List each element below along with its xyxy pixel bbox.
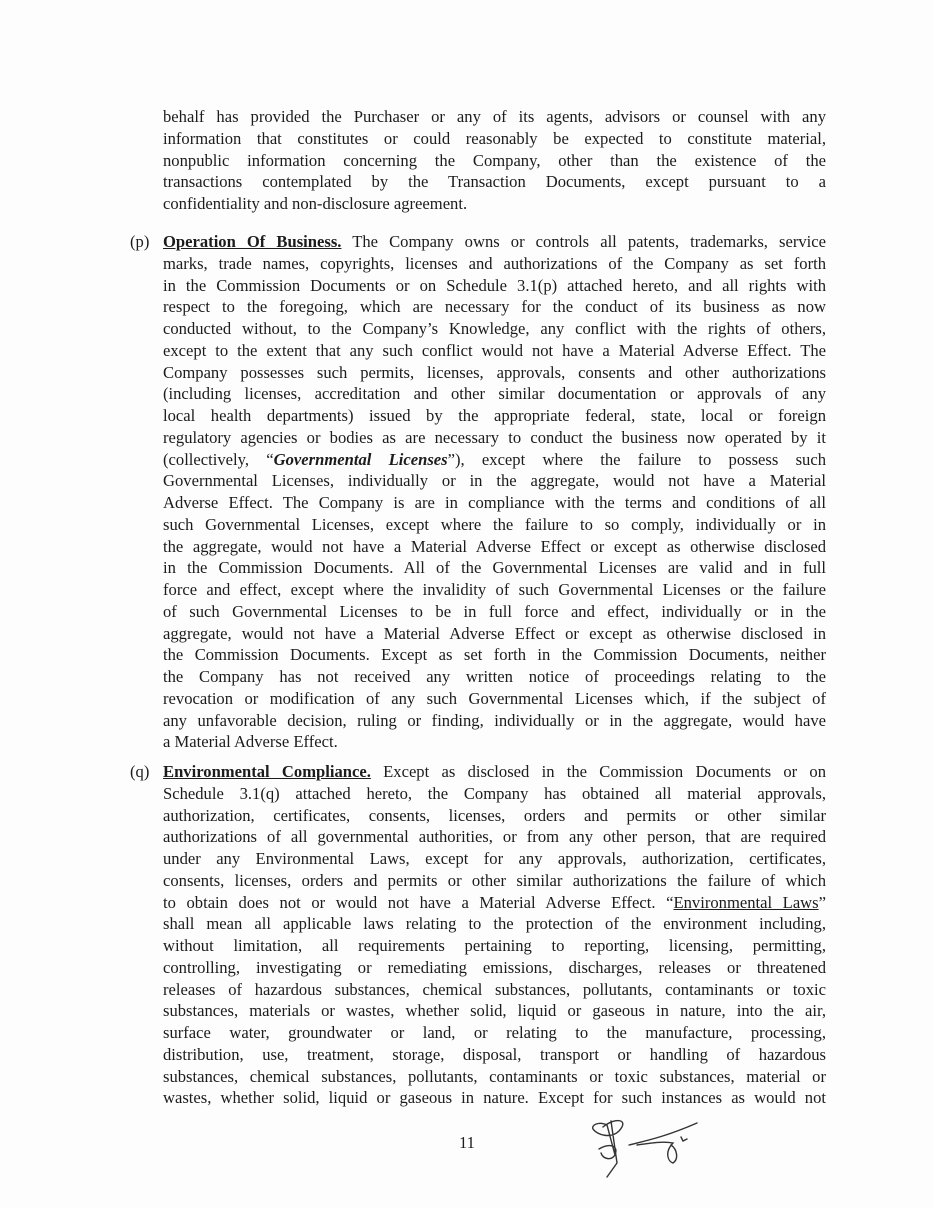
defined-term-environmental-laws: Environmental Laws <box>673 892 819 912</box>
defined-term-line <box>163 892 826 914</box>
text-line: without limitation, all requirements pertaining to reporting, licensing, permitting, <box>163 936 826 955</box>
section-p-paragraph <box>163 231 826 753</box>
text-run: ”), except where the failure to possess such <box>447 449 826 469</box>
text-line: such Governmental Licenses, except where the failure to so comply, individually or in <box>163 514 826 534</box>
text-run: to obtain does not or would not have a Material Adverse Effect. “ <box>163 892 674 912</box>
text-line: under any Environmental Laws, except for any approvals, authorization, certificates, <box>163 849 826 868</box>
text-line: the aggregate, would not have a Material Adverse Effect or except as otherwise disclosed <box>163 536 826 556</box>
text-line: the Commission Documents. Except as set forth in the Commission Documents, neither <box>163 645 826 665</box>
text-line: any unfavorable decision, ruling or finding, individually or in the aggregate, would have <box>163 710 826 730</box>
text-line: conducted without, to the Company’s Knowledge, any conflict with the rights of others, <box>163 319 826 338</box>
text-line: Company possesses such permits, licenses, approvals, consents and other authorizations <box>163 362 826 382</box>
text-line: substances, materials or wastes, whether solid, liquid or gaseous in nature, into the air, <box>163 1001 826 1021</box>
intro-paragraph <box>163 106 826 215</box>
text-line: authorizations of all governmental authorities, or from any other person, that are required <box>163 827 826 847</box>
text-line: information that constitutes or could reasonably be expected to constitute material, <box>163 128 826 148</box>
section-q-label: (q) <box>130 762 150 781</box>
text-line: Adverse Effect. The Company is are in compliance with the terms and conditions of all <box>163 493 826 512</box>
text-run: (collectively, “ <box>163 449 274 469</box>
text-line: nonpublic information concerning the Company, other than the existence of the <box>163 150 826 170</box>
text-line: authorization, certificates, consents, licenses, orders and permits or other similar <box>163 805 826 825</box>
text-line: behalf has provided the Purchaser or any of its agents, advisors or counsel with any <box>163 107 826 126</box>
text-line: the Company has not received any written notice of proceedings relating to the <box>163 667 826 686</box>
text-line: force and effect, except where the invalidity of such Governmental Licenses or the failure <box>163 580 826 599</box>
text-line: distribution, use, treatment, storage, disposal, transport or handling of hazardous <box>163 1044 826 1064</box>
text-run: ” <box>818 892 826 912</box>
text-line: consents, licenses, orders and permits or other similar authorizations the failure of which <box>163 870 826 890</box>
text-line: releases of hazardous substances, chemical substances, pollutants, contaminants or toxic <box>163 979 826 999</box>
page-number: 11 <box>459 1133 475 1152</box>
text-line: controlling, investigating or remediating emissions, discharges, releases or threatened <box>163 957 826 977</box>
section-q-heading: Environmental Compliance. <box>163 762 371 781</box>
text-run: The Company owns or controls all patents, trademarks, service <box>341 232 827 251</box>
text-line: in the Commission Documents or on Schedule 3.1(p) attached hereto, and all rights with <box>163 275 826 295</box>
text-line: respect to the foregoing, which are necessary for the conduct of its business as now <box>163 297 826 317</box>
text-line: transactions contemplated by the Transaction Documents, except pursuant to a <box>163 172 826 192</box>
section-p-first-line <box>163 231 826 253</box>
defined-term-governmental-licenses: Governmental Licenses <box>273 449 448 469</box>
text-line: substances, chemical substances, pollutants, contaminants or toxic substances, material or <box>163 1066 826 1086</box>
text-line: in the Commission Documents. All of the Governmental Licenses are valid and in full <box>163 558 826 578</box>
text-line: local health departments) issued by the appropriate federal, state, local or foreign <box>163 406 826 425</box>
section-p-label: (p) <box>130 232 150 251</box>
section-q-first-line <box>163 761 826 783</box>
text-line: marks, trade names, copyrights, licenses and authorizations of the Company as set forth <box>163 253 826 273</box>
text-line: Schedule 3.1(q) attached hereto, the Company has obtained all material approvals, <box>163 783 826 803</box>
text-line: revocation or modification of any such Governmental Licenses which, if the subject of <box>163 688 826 708</box>
text-line: of such Governmental Licenses to be in full force and effect, individually or in the <box>163 601 826 621</box>
defined-term-line <box>163 449 826 471</box>
text-line: Governmental Licenses, individually or in the aggregate, would not have a Material <box>163 471 826 491</box>
text-line: surface water, groundwater or land, or relating to the manufacture, processing, <box>163 1023 826 1042</box>
text-line: a Material Adverse Effect. <box>163 732 338 752</box>
text-line: aggregate, would not have a Material Adverse Effect or except as otherwise disclosed in <box>163 623 826 643</box>
text-line: confidentiality and non-disclosure agreement. <box>163 194 468 213</box>
text-line: shall mean all applicable laws relating to the protection of the environment including, <box>163 914 826 934</box>
section-q-paragraph <box>163 761 826 1109</box>
signature-initials-icon <box>585 1115 725 1185</box>
text-run: Except as disclosed in the Commission Documents or on <box>370 762 826 781</box>
text-line: except to the extent that any such conflict would not have a Material Adverse Effect. The <box>163 340 826 360</box>
text-line: (including licenses, accreditation and other similar documentation or approvals of any <box>163 384 826 404</box>
text-line: regulatory agencies or bodies as are necessary to conduct the business now operated by it <box>163 427 826 447</box>
text-line: wastes, whether solid, liquid or gaseous in nature. Except for such instances as would not <box>163 1088 826 1108</box>
section-p-heading: Operation Of Business. <box>163 232 342 251</box>
